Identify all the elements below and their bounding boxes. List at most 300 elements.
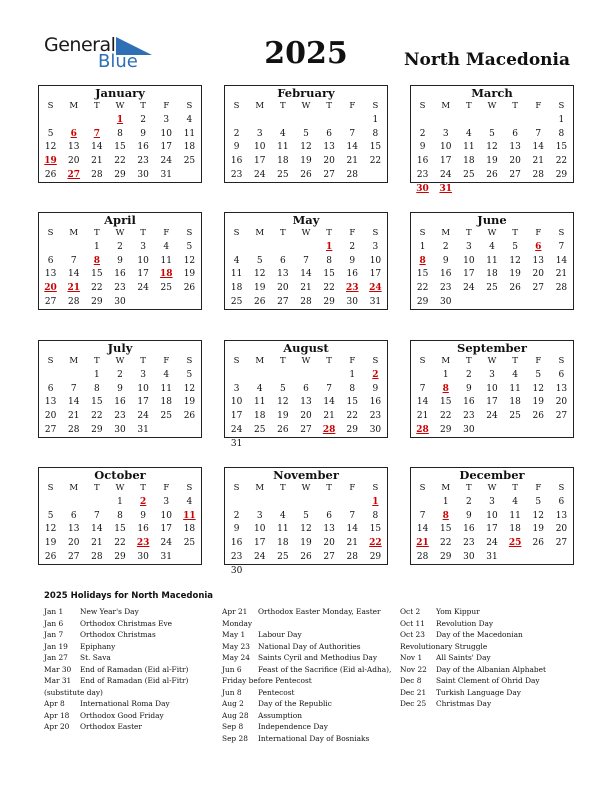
holiday-day-cell: 25 [508,538,522,549]
holiday-entry [222,698,392,710]
empty-day-cell [318,369,341,383]
week-row [39,537,201,551]
day-cell: 21 [346,538,358,549]
empty-day-cell [364,438,387,452]
day-cell: 18 [509,524,521,535]
day-cell: 13 [300,397,312,408]
day-cell: 16 [439,269,452,280]
day-cell: 16 [346,269,358,280]
week-row [411,141,573,155]
day-cell: 16 [369,397,382,408]
weekday-label: M [255,101,265,111]
holiday-day-cell: 8 [419,255,426,266]
day-cell: 3 [256,128,263,139]
weekday-label: M [441,101,451,111]
holiday-date: Jan 6 [44,618,64,628]
day-cell: 6 [279,255,286,266]
week-row [225,537,387,551]
day-cell: 23 [137,156,149,167]
holiday-day-cell: 7 [93,128,100,139]
weekday-label: T [512,356,518,366]
day-cell: 19 [183,397,196,408]
day-cell: 15 [91,397,103,408]
holiday-name: Saint Clement of Ohrid Day [436,676,540,685]
day-cell: 21 [416,411,429,422]
day-cell: 13 [555,510,568,521]
weekday-label: W [301,356,311,366]
holiday-day-cell: 11 [183,510,196,521]
holiday-date: Sep 8 [222,722,244,731]
day-cell: 29 [114,169,126,180]
weekday-label: W [487,101,497,111]
month-may [224,212,388,310]
empty-day-cell [480,424,503,438]
holiday-day-cell: 1 [326,241,333,252]
day-cell: 23 [114,283,126,294]
day-cell: 18 [183,524,196,535]
holiday-entry [400,629,572,641]
day-cell: 2 [465,496,472,507]
day-cell: 6 [326,128,332,139]
day-cell: 10 [463,255,475,266]
empty-day-cell [132,296,155,310]
day-cell: 12 [44,524,57,535]
holiday-name: Revolution Day [436,618,494,628]
holiday-date: Dec 25 [400,699,427,708]
empty-day-cell [225,114,248,128]
weekday-label: T [466,228,472,238]
weekday-label: T [326,228,332,238]
empty-day-cell [550,183,573,197]
week-row [411,241,573,255]
day-cell: 11 [509,510,521,521]
day-cell: 16 [137,142,149,153]
day-cell: 25 [230,296,243,307]
day-cell: 11 [463,142,475,153]
holiday-name: Pentecost [258,687,295,697]
day-cell: 3 [465,241,472,252]
day-cell: 18 [463,156,475,167]
day-cell: 9 [117,383,123,394]
week-row [39,410,201,424]
holiday-entry [44,687,212,699]
week-row [39,424,201,438]
day-cell: 20 [67,156,80,167]
day-cell: 30 [463,424,475,435]
weekday-label: T [326,356,332,366]
day-cell: 2 [419,128,426,139]
empty-day-cell [294,565,317,579]
day-cell: 12 [183,383,196,394]
day-cell: 4 [489,241,495,252]
day-cell: 24 [137,283,149,294]
country-name: North Macedonia [403,50,570,70]
day-cell: 19 [509,269,521,280]
holiday-entry [44,652,212,664]
day-cell: 27 [44,296,57,307]
week-row [225,255,387,269]
day-cell: 21 [323,411,335,422]
holiday-date: Jun 8 [222,687,242,697]
day-cell: 23 [439,283,452,294]
empty-day-cell [248,241,271,255]
holiday-day-cell: 23 [346,283,359,294]
holiday-entry [44,606,212,618]
day-cell: 23 [230,169,243,180]
week-row [39,282,201,296]
holiday-entry [400,675,572,687]
day-cell: 24 [463,283,475,294]
day-cell: 18 [277,538,289,549]
empty-day-cell [411,369,434,383]
month-name: March [471,86,513,100]
day-cell: 27 [67,551,80,562]
day-cell: 17 [160,524,172,535]
day-cell: 9 [233,142,240,153]
empty-day-cell [294,241,317,255]
weekday-label: F [163,356,170,366]
day-cell: 22 [323,283,335,294]
week-row [411,169,573,183]
month-october [38,467,202,565]
empty-day-cell [178,296,201,310]
day-cell: 31 [486,551,498,562]
day-cell: 20 [555,397,568,408]
holiday-name: Epiphany [80,641,116,651]
weekday-label: W [301,483,311,493]
holiday-name: End of Ramadan (Eid al-Fitr) [80,664,189,674]
day-cell: 10 [486,510,498,521]
empty-day-cell [39,496,62,510]
day-cell: 16 [230,538,243,549]
holiday-entry [222,721,392,733]
day-cell: 16 [114,269,126,280]
holiday-entry [222,733,392,745]
weekday-label: F [535,101,542,111]
weekday-label: T [94,356,100,366]
day-cell: 25 [277,551,289,562]
holiday-day-cell: 6 [70,128,77,139]
weekday-label: S [558,356,565,366]
day-cell: 22 [114,538,126,549]
holiday-date: Aug 28 [222,710,249,720]
weekday-label: S [419,228,426,238]
day-cell: 15 [323,269,335,280]
day-cell: 31 [369,296,382,307]
month-august [224,340,388,449]
week-row [225,155,387,169]
day-cell: 29 [114,551,126,562]
empty-day-cell [85,114,108,128]
weekday-header [39,100,201,114]
holiday-name: Saints Cyril and Methodius Day [258,653,378,662]
holiday-name: Day of the Albanian Alphabet [436,664,546,674]
day-cell: 23 [416,169,429,180]
month-name: July [107,341,133,355]
day-cell: 24 [253,169,266,180]
empty-day-cell [364,565,387,579]
holiday-date: Dec 8 [400,676,422,685]
empty-day-cell [480,296,503,310]
weekday-label: T [280,356,286,366]
holiday-date: Nov 22 [400,664,427,674]
weekday-label: T [326,483,332,493]
holiday-date: Jan 27 [44,653,68,662]
holiday-name: Day of the Republic [258,699,332,708]
day-cell: 16 [114,397,126,408]
holiday-day-cell: 20 [44,283,57,294]
month-name: June [477,213,507,227]
generalblue-logo [44,34,154,74]
week-row [411,268,573,282]
empty-day-cell [480,114,503,128]
week-row [411,537,573,551]
day-cell: 10 [253,524,266,535]
holiday-name: All Saints' Day [436,653,491,662]
week-row [411,296,573,310]
week-row [225,523,387,537]
holiday-name: St. Sava [80,653,111,662]
empty-day-cell [225,496,248,510]
day-cell: 7 [326,383,332,394]
day-cell: 19 [300,156,312,167]
weekday-label: W [487,483,497,493]
day-cell: 2 [117,241,123,252]
day-cell: 8 [93,383,100,394]
empty-day-cell [550,296,573,310]
empty-day-cell [225,369,248,383]
holiday-day-cell: 28 [416,424,429,435]
holiday-entry [222,618,392,630]
empty-day-cell [178,169,201,183]
day-cell: 15 [346,397,358,408]
holiday-name: Yom Kippur [436,607,480,616]
day-cell: 26 [509,283,521,294]
day-cell: 1 [558,114,565,125]
day-cell: 13 [323,142,335,153]
day-cell: 26 [183,283,196,294]
holiday-day-cell: 23 [136,538,150,549]
empty-day-cell [550,424,573,438]
day-cell: 24 [486,538,498,549]
day-cell: 14 [346,524,358,535]
day-cell: 4 [279,510,286,521]
day-cell: 9 [465,383,472,394]
empty-day-cell [480,183,503,197]
day-cell: 22 [369,156,382,167]
empty-day-cell [248,565,271,579]
week-row [411,383,573,397]
day-cell: 29 [439,424,452,435]
day-cell: 11 [509,383,521,394]
day-cell: 4 [163,241,170,252]
holiday-name: Turkish Language Day [436,687,521,697]
day-cell: 26 [486,169,498,180]
empty-day-cell [294,114,317,128]
week-row [225,565,387,579]
day-cell: 8 [117,510,123,521]
holiday-name: Labour Day [258,630,302,639]
day-cell: 17 [137,397,149,408]
day-cell: 27 [555,538,568,549]
weekday-label: F [349,101,356,111]
weekday-header [225,227,387,241]
holiday-name: International Day of Bosniaks [258,733,370,743]
day-cell: 22 [439,411,452,422]
weekday-label: W [115,356,125,366]
day-cell: 10 [369,255,382,266]
weekday-label: T [512,483,518,493]
day-cell: 22 [346,411,358,422]
day-cell: 11 [160,383,172,394]
week-row [225,424,387,438]
day-cell: 7 [303,255,309,266]
day-cell: 2 [140,114,146,125]
week-row [411,424,573,438]
day-cell: 14 [416,397,429,408]
empty-day-cell [155,296,178,310]
day-cell: 10 [160,128,172,139]
day-cell: 19 [277,411,289,422]
empty-day-cell [271,114,294,128]
empty-day-cell [504,551,527,565]
weekday-label: T [140,356,146,366]
holiday-name: Orthodox Good Friday [80,710,164,720]
day-cell: 19 [183,269,196,280]
weekday-label: S [419,356,426,366]
weekday-label: M [69,356,79,366]
day-cell: 1 [442,369,449,380]
empty-day-cell [457,114,480,128]
weekday-label: S [419,101,426,111]
day-cell: 8 [349,383,356,394]
day-cell: 4 [163,369,170,380]
empty-day-cell [341,438,364,452]
day-cell: 9 [442,255,449,266]
day-cell: 9 [372,383,379,394]
day-cell: 21 [91,538,103,549]
empty-day-cell [62,369,85,383]
day-cell: 5 [186,241,193,252]
empty-day-cell [341,565,364,579]
day-cell: 10 [230,397,243,408]
day-cell: 7 [70,255,77,266]
holiday-date: Oct 2 [400,607,421,616]
week-row [39,396,201,410]
day-cell: 15 [369,142,382,153]
month-november [224,467,388,576]
holiday-day-cell: 19 [44,156,57,167]
day-cell: 10 [253,142,266,153]
empty-day-cell [271,496,294,510]
holiday-day-cell: 21 [416,538,429,549]
day-cell: 15 [555,142,568,153]
day-cell: 28 [91,169,103,180]
day-cell: 11 [160,255,172,266]
day-cell: 14 [67,269,80,280]
month-june [410,212,574,310]
day-cell: 22 [114,156,126,167]
day-cell: 5 [512,241,518,252]
weekday-label: S [372,101,379,111]
day-cell: 16 [137,524,149,535]
month-december [410,467,574,565]
day-cell: 2 [233,128,240,139]
day-cell: 31 [137,424,149,435]
day-cell: 3 [163,114,170,125]
day-cell: 7 [419,510,426,521]
day-cell: 30 [463,551,475,562]
weekday-label: S [372,356,379,366]
day-cell: 25 [253,424,266,435]
holiday-entry [44,618,212,630]
day-cell: 2 [233,510,240,521]
day-cell: 6 [326,510,332,521]
week-row [39,169,201,183]
holiday-column [222,606,392,744]
weekday-label: S [233,483,240,493]
day-cell: 5 [47,510,54,521]
day-cell: 5 [303,510,309,521]
week-row [39,268,201,282]
week-row [411,282,573,296]
month-name: August [283,341,329,355]
holiday-entry [222,687,392,699]
day-cell: 28 [346,551,358,562]
day-cell: 19 [44,538,57,549]
holiday-name: National Day of Authorities [258,641,361,651]
day-cell: 31 [160,551,172,562]
holiday-entry [222,664,392,676]
day-cell: 6 [558,496,565,507]
day-cell: 2 [349,241,356,252]
day-cell: 3 [233,383,240,394]
holiday-date: Jun 6 [222,664,242,674]
logo-text-blue: Blue [98,51,138,72]
holiday-name: Revolutionary Struggle [400,641,488,651]
day-cell: 8 [372,510,379,521]
empty-day-cell [504,183,527,197]
weekday-label: S [558,101,565,111]
month-name: November [273,468,339,482]
empty-day-cell [39,114,62,128]
day-cell: 27 [277,296,289,307]
day-cell: 16 [463,397,475,408]
weekday-header [225,482,387,496]
holiday-name: Christmas Day [436,699,492,708]
holiday-name: Assumption [258,710,302,720]
day-cell: 21 [67,411,80,422]
day-cell: 12 [300,524,312,535]
day-cell: 8 [326,255,332,266]
day-cell: 1 [372,114,379,125]
week-row [225,438,387,452]
day-cell: 20 [532,269,544,280]
day-cell: 18 [160,397,172,408]
day-cell: 13 [67,142,80,153]
holiday-name: Orthodox Christmas Eve [80,618,173,628]
holiday-entry [222,629,392,641]
day-cell: 1 [419,241,426,252]
day-cell: 21 [300,283,312,294]
day-cell: 25 [183,538,196,549]
month-march [410,85,574,194]
day-cell: 24 [253,551,266,562]
week-row [39,496,201,510]
week-row [411,255,573,269]
day-cell: 11 [486,255,498,266]
day-cell: 25 [463,169,475,180]
